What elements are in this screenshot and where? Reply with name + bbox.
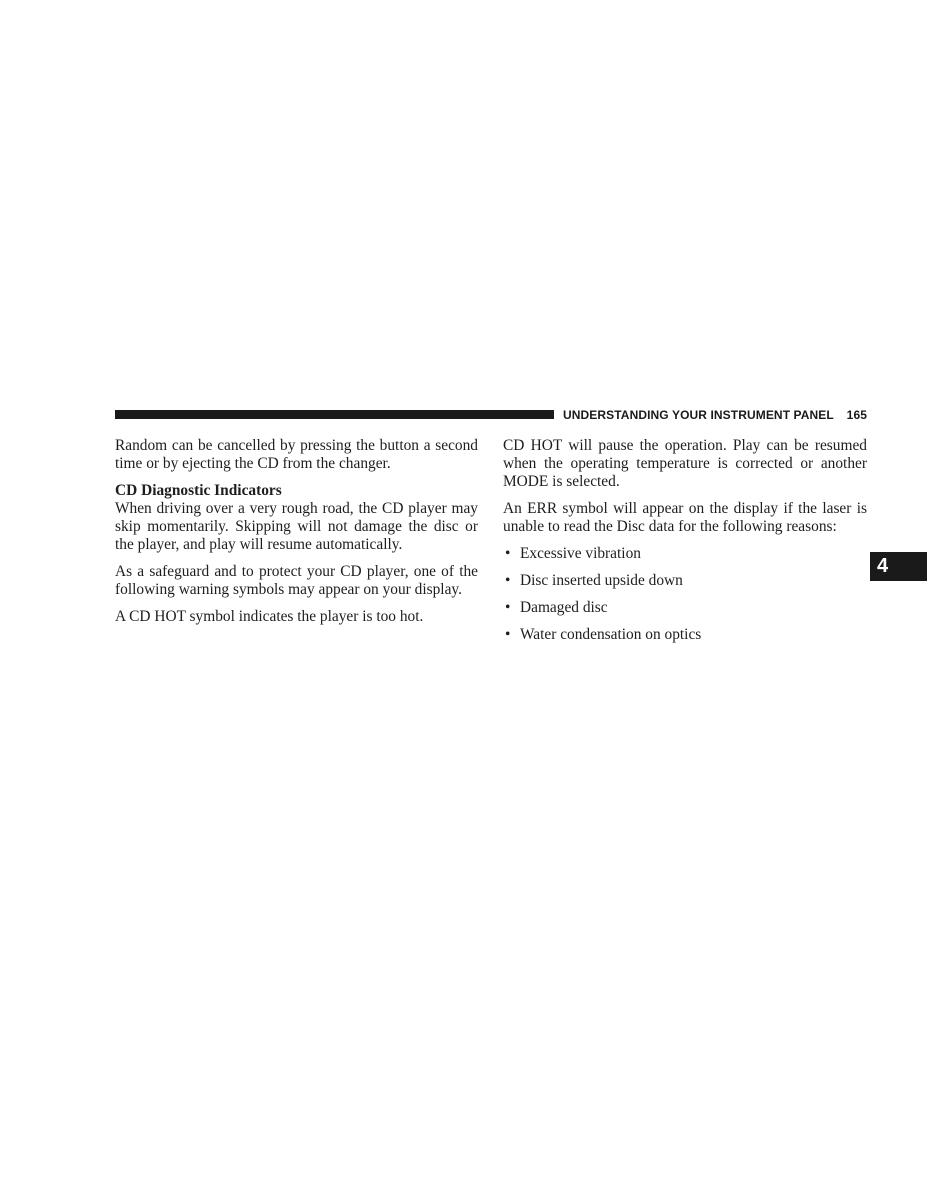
bullet-icon: • xyxy=(505,545,511,562)
list-item xyxy=(503,599,867,617)
list-item-text: Water condensation on optics xyxy=(520,626,702,643)
bullet-icon: • xyxy=(505,626,511,643)
header-rule xyxy=(115,410,554,419)
paragraph-rough-road: When driving over a very rough road, the CD player may skip momentarily. Skipping will not damage the disc or the player, and play will resume automatically. xyxy=(115,500,478,553)
right-column xyxy=(503,437,867,653)
paragraph-err-symbol: An ERR symbol will appear on the display if the laser is unable to read the Disc data for the following reasons: xyxy=(503,500,867,535)
chapter-number: 4 xyxy=(877,555,889,577)
paragraph-cd-hot-pause: CD HOT will pause the operation. Play can be resumed when the operating temperature is corrected or another MODE is selected. xyxy=(503,437,867,490)
paragraph-cd-hot: A CD HOT symbol indicates the player is too hot. xyxy=(115,608,424,625)
paragraph-safeguard: As a safeguard and to protect your CD player, one of the following warning symbols may appear on your display. xyxy=(115,563,478,598)
section-title: UNDERSTANDING YOUR INSTRUMENT PANEL xyxy=(563,408,834,422)
reasons-list xyxy=(503,545,867,644)
section-heading: CD Diagnostic Indicators xyxy=(115,482,282,499)
bullet-icon: • xyxy=(505,599,511,616)
list-item xyxy=(503,572,867,590)
bullet-icon: • xyxy=(505,572,511,589)
page-number: 165 xyxy=(846,408,867,422)
chapter-tab xyxy=(870,552,927,581)
list-item-text: Disc inserted upside down xyxy=(520,572,683,589)
list-item-text: Damaged disc xyxy=(520,599,608,616)
running-header xyxy=(563,408,867,424)
list-item-text: Excessive vibration xyxy=(520,545,641,562)
list-item xyxy=(503,626,867,644)
list-item xyxy=(503,545,867,563)
paragraph-random: Random can be cancelled by pressing the button a second time or by ejecting the CD from the changer. xyxy=(115,437,478,472)
left-column xyxy=(115,437,478,635)
